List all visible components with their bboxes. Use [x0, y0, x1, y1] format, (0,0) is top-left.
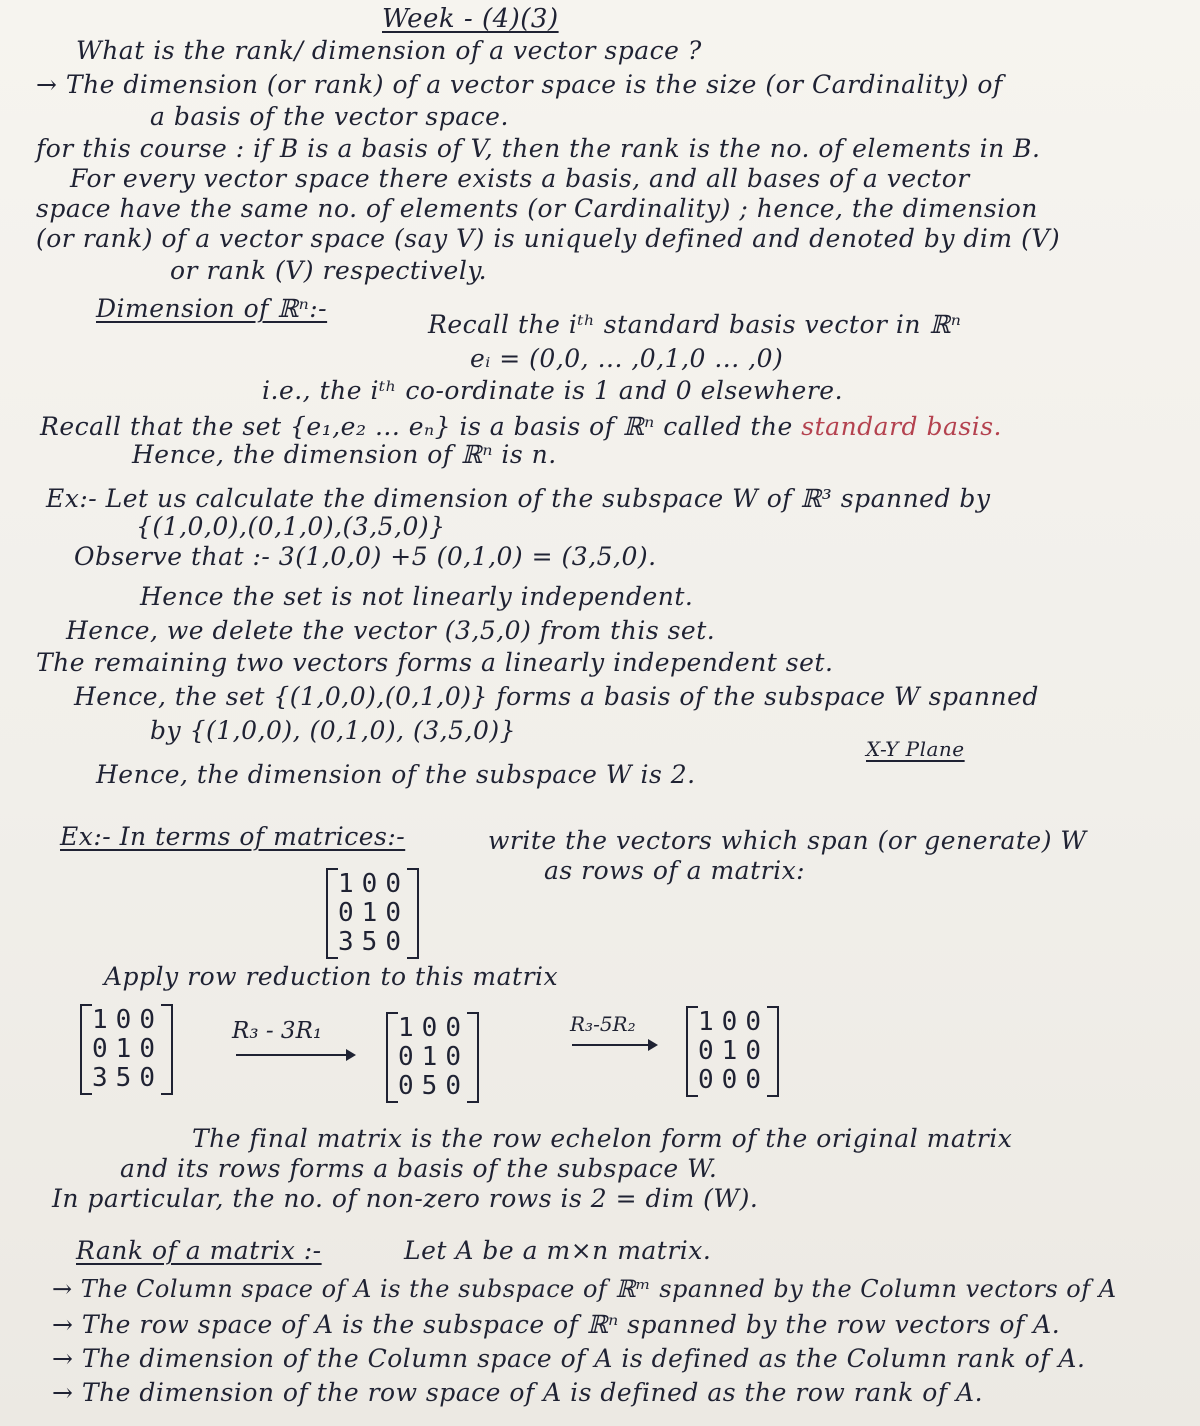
course-line-2: For every vector space there exists a basis, and all bases of a vector	[70, 164, 970, 193]
ex2-line-2: as rows of a matrix:	[544, 856, 806, 885]
matrix-step-1	[80, 1004, 173, 1095]
ex1-line-2: {(1,0,0),(0,1,0),(3,5,0)}	[136, 512, 446, 541]
rank-heading: Rank of a matrix :-	[76, 1236, 322, 1265]
matrix-row: 350	[92, 1063, 163, 1093]
ex1-line-7: Hence, the set {(1,0,0),(0,1,0)} forms a basis of the subspace W spanned	[74, 682, 1039, 711]
course-line-1: for this course : if B is a basis of V, then the rank is the no. of elements in B.	[36, 134, 1041, 163]
course-line-5: or rank (V) respectively.	[170, 256, 488, 285]
rn-vector: eᵢ = (0,0, ... ,0,1,0 ... ,0)	[470, 344, 784, 373]
matrix-row: 010	[398, 1042, 469, 1072]
rank-bullet-4: → The dimension of the row space of A is defined as the row rank of A.	[52, 1378, 984, 1407]
arrow-icon	[236, 1054, 354, 1056]
final-line-1: The final matrix is the row echelon form of the original matrix	[192, 1124, 1013, 1153]
matrix-row: 050	[398, 1071, 469, 1101]
ex1-line-9: Hence, the dimension of the subspace W is 2.	[96, 760, 696, 789]
ex1-line-6: The remaining two vectors forms a linearly independent set.	[36, 648, 834, 677]
rank-bullet-1: → The Column space of A is the subspace of ℝᵐ spanned by the Column vectors of A	[52, 1275, 1117, 1303]
rn-ie: i.e., the iᵗʰ co-ordinate is 1 and 0 elsewhere.	[262, 376, 844, 405]
ex1-line-4: Hence the set is not linearly independent.	[140, 582, 694, 611]
arrow-icon	[572, 1044, 656, 1046]
ex2-line-1b: write the vectors which span (or generate) W	[488, 826, 1087, 855]
ex1-line-8: by {(1,0,0), (0,1,0), (3,5,0)}	[150, 716, 517, 745]
final-line-3: In particular, the no. of non-zero rows is 2 = dim (W).	[52, 1184, 759, 1213]
matrix-step-2	[386, 1012, 479, 1103]
ex1-line-3: Observe that :- 3(1,0,0) +5 (0,1,0) = (3,5,0).	[74, 542, 657, 571]
matrix-row: 010	[698, 1036, 769, 1066]
page-title: Week - (4)(3)	[382, 4, 559, 34]
matrix-row: 010	[338, 898, 409, 928]
intro-def-line-2: a basis of the vector space.	[150, 102, 509, 131]
matrix-row: 100	[398, 1013, 469, 1043]
final-line-2: and its rows forms a basis of the subspace W.	[120, 1154, 718, 1183]
course-line-4: (or rank) of a vector space (say V) is uniquely defined and denoted by dim (V)	[36, 224, 1061, 253]
xy-plane-note: X-Y Plane	[866, 737, 965, 761]
intro-question: What is the rank/ dimension of a vector space ?	[76, 36, 702, 65]
row-op-1: R₃ - 3R₁	[232, 1018, 323, 1044]
rn-heading: Dimension of ℝⁿ:-	[96, 294, 328, 323]
ex2-heading: Ex:- In terms of matrices:-	[60, 822, 406, 851]
rn-set	[40, 412, 1002, 442]
rank-bullet-2: → The row space of A is the subspace of ℝⁿ spanned by the row vectors of A.	[52, 1310, 1061, 1339]
matrix-original	[326, 868, 419, 959]
rn-set-text: Recall that the set {e₁,e₂ ... eₙ} is a basis of ℝⁿ called the	[40, 412, 793, 441]
rank-bullet-3: → The dimension of the Column space of A is defined as the Column rank of A.	[52, 1344, 1086, 1373]
rn-hence: Hence, the dimension of ℝⁿ is n.	[132, 440, 557, 469]
rn-recall: Recall the iᵗʰ standard basis vector in ℝⁿ	[428, 310, 962, 339]
apply-row-reduction: Apply row reduction to this matrix	[104, 962, 559, 991]
matrix-row: 350	[338, 927, 409, 957]
standard-basis-label: standard basis.	[801, 412, 1002, 441]
row-op-2: R₃-5R₂	[570, 1012, 636, 1036]
rank-definition: Let A be a m×n matrix.	[404, 1236, 712, 1265]
matrix-row: 100	[92, 1005, 163, 1035]
matrix-row: 000	[698, 1065, 769, 1095]
matrix-row: 010	[92, 1034, 163, 1064]
matrix-echelon	[686, 1006, 779, 1097]
intro-def-line-1: → The dimension (or rank) of a vector space is the size (or Cardinality) of	[36, 70, 1003, 99]
ex1-line-5: Hence, we delete the vector (3,5,0) from this set.	[66, 616, 716, 645]
matrix-row: 100	[698, 1007, 769, 1037]
ex1-line-1: Ex:- Let us calculate the dimension of the subspace W of ℝ³ spanned by	[46, 484, 991, 513]
course-line-3: space have the same no. of elements (or Cardinality) ; hence, the dimension	[36, 194, 1038, 223]
matrix-row: 100	[338, 869, 409, 899]
